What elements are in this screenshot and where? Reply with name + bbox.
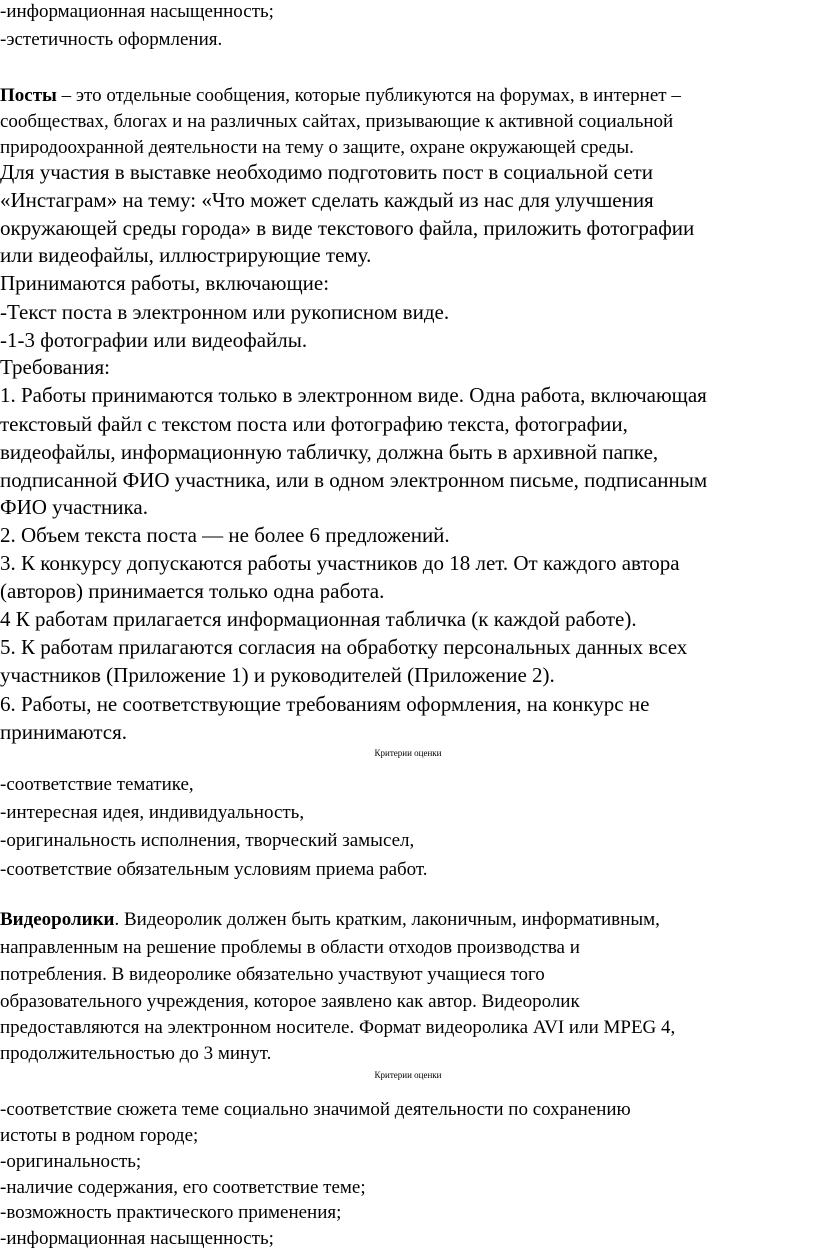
posts-term: Посты – это отдельные сообщения, которые публикуются на форумах, в интернет – bbox=[0, 85, 681, 106]
requirement-line: 5. К работам прилагаются согласия на обработку персональных данных всех bbox=[0, 635, 688, 659]
criteria-item: -соответствие сюжета теме социально значимой деятельности по сохранению bbox=[0, 1099, 631, 1120]
criteria-item: истоты в родном городе; bbox=[0, 1125, 199, 1146]
criteria-title: Критерии оценки bbox=[374, 1070, 442, 1080]
accept-item: -1-3 фотографии или видеофайлы. bbox=[0, 328, 308, 352]
accept-item: -Текст поста в электронном или рукописном виде. bbox=[0, 300, 450, 324]
text-line: предоставляются на электронном носителе. Формат видеоролика AVI или MPEG 4, bbox=[0, 1017, 676, 1038]
text-line: -информационная насыщенность; bbox=[0, 1, 274, 22]
criteria-item: -возможность практического применения; bbox=[0, 1202, 342, 1223]
accept-title: Принимаются работы, включающие: bbox=[0, 271, 330, 295]
criteria-item: -оригинальность; bbox=[0, 1151, 142, 1172]
text-line: потребления. В видеоролике обязательно участвуют учащиеся того bbox=[0, 964, 545, 985]
requirement-line: подписанной ФИО участника, или в одном электронном письме, подписанным bbox=[0, 468, 708, 492]
text-line: сообществах, блогах и на различных сайтах, призывающие к активной социальной bbox=[0, 111, 674, 132]
text-line: или видеофайлы, иллюстрирующие тему. bbox=[0, 243, 372, 267]
requirement-line: видеофайлы, информационную табличку, должна быть в архивной папке, bbox=[0, 440, 659, 464]
criteria-item: -соответствие тематике, bbox=[0, 774, 194, 795]
requirement-line: (авторов) принимается только одна работа. bbox=[0, 579, 385, 603]
criteria-title: Критерии оценки bbox=[374, 748, 442, 758]
text-line: «Инстаграм» на тему: «Что может сделать каждый из нас для улучшения bbox=[0, 188, 654, 212]
requirement-line: 2. Объем текста поста — не более 6 предложений. bbox=[0, 523, 450, 547]
criteria-item: -оригинальность исполнения, творческий замысел, bbox=[0, 830, 415, 851]
text-line: природоохранной деятельности на тему о защите, охране окружающей среды. bbox=[0, 137, 634, 158]
requirement-line: 4 К работам прилагается информационная табличка (к каждой работе). bbox=[0, 607, 637, 631]
requirement-line: 6. Работы, не соответствующие требованиям оформления, на конкурс не bbox=[0, 692, 650, 716]
text-line: направленным на решение проблемы в области отходов производства и bbox=[0, 937, 580, 958]
text-line: Для участия в выставке необходимо подготовить пост в социальной сети bbox=[0, 160, 653, 184]
criteria-item: -наличие содержания, его соответствие теме; bbox=[0, 1177, 366, 1198]
requirement-line: ФИО участника. bbox=[0, 495, 148, 519]
requirement-line: принимаются. bbox=[0, 720, 127, 744]
text-line: окружающей среды города» в виде текстового файла, приложить фотографии bbox=[0, 216, 695, 240]
text-line: продолжительностью до 3 минут. bbox=[0, 1043, 272, 1064]
posts-intro-line bbox=[0, 86, 814, 105]
criteria-item: -информационная насыщенность; bbox=[0, 1228, 274, 1249]
requirement-line: 1. Работы принимаются только в электронном виде. Одна работа, включающая bbox=[0, 383, 707, 407]
criteria-item: -соответствие обязательным условиям приема работ. bbox=[0, 859, 428, 880]
criteria-item: -интересная идея, индивидуальность, bbox=[0, 802, 305, 823]
requirement-line: 3. К конкурсу допускаются работы участников до 18 лет. От каждого автора bbox=[0, 551, 680, 575]
video-intro-line bbox=[0, 910, 814, 929]
requirement-line: текстовый файл с текстом поста или фотографию текста, фотографии, bbox=[0, 412, 628, 436]
requirement-line: участников (Приложение 1) и руководителей (Приложение 2). bbox=[0, 663, 555, 687]
text-line: -эстетичность оформления. bbox=[0, 29, 223, 50]
requirements-title: Требования: bbox=[0, 355, 110, 379]
video-term: Видеоролики. Видеоролик должен быть кратким, лаконичным, информативным, bbox=[0, 909, 660, 930]
text-line: образовательного учреждения, которое заявлено как автор. Видеоролик bbox=[0, 991, 580, 1012]
